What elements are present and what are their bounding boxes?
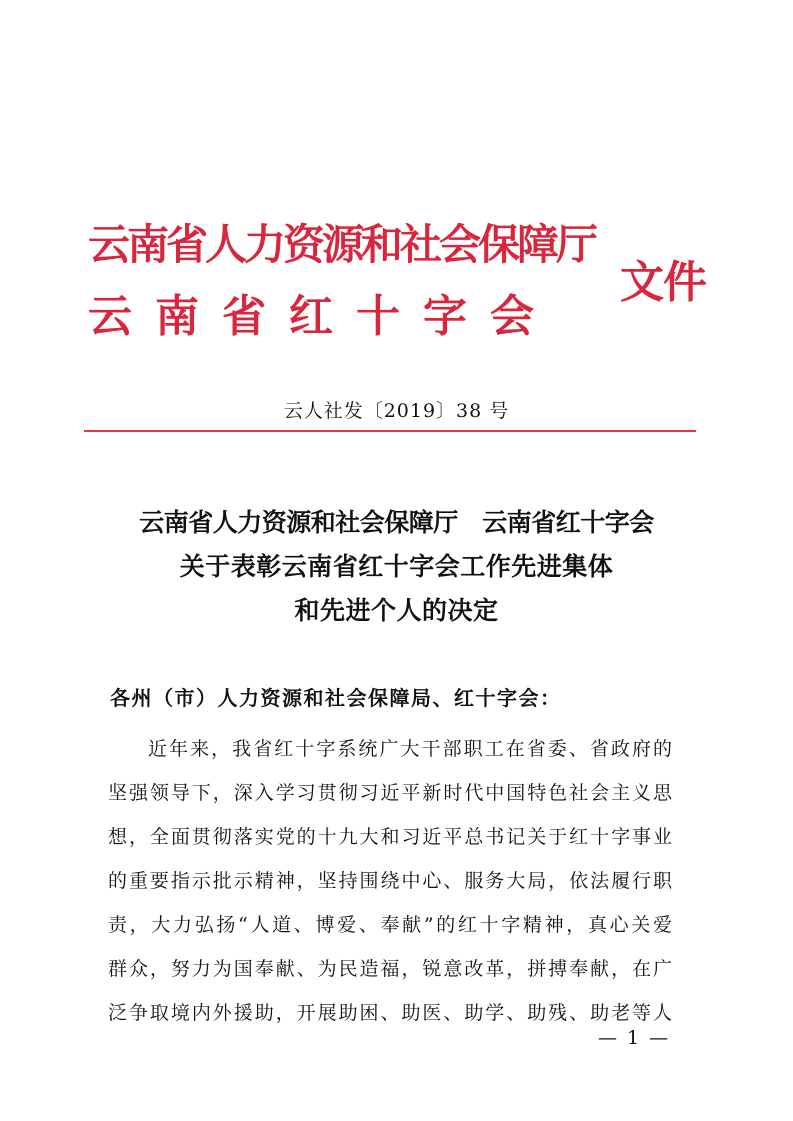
body-line-1: 近年来，我省红十字系统广大干部职工在省委、省政府的	[148, 738, 672, 760]
body-line-2: 坚强领导下，深入学习贯彻习近平新时代中国特色社会主义思	[108, 782, 672, 804]
title-line-3: 和先进个人的决定	[294, 596, 499, 625]
page-number: — 1 —	[598, 1027, 671, 1049]
doc-type-label: 文件	[620, 257, 706, 308]
issuer-2-header: 云南省红十字会	[88, 291, 557, 342]
body-line-5: 责，大力弘扬“人道、博爱、奉献”的红十字精神，真心关爱	[108, 914, 672, 936]
title-line-2: 关于表彰云南省红十字会工作先进集体	[179, 552, 614, 581]
document-number: 云人社发〔2019〕38 号	[283, 400, 510, 422]
red-separator-rule	[84, 430, 696, 432]
body-line-3: 想，全面贯彻落实党的十九大和习近平总书记关于红十字事业	[108, 826, 672, 848]
body-line-7: 泛争取境内外援助，开展助困、助医、助学、助残、助老等人	[108, 1002, 672, 1024]
issuer-1-header: 云南省人力资源和社会保障厅	[88, 220, 596, 269]
salutation: 各州（市）人力资源和社会保障局、红十字会：	[110, 686, 562, 710]
body-line-6: 群众，努力为国奉献、为民造福，锐意改革，拼搏奉献，在广	[108, 958, 672, 980]
body-line-4: 的重要指示批示精神，坚持围绕中心、服务大局，依法履行职	[108, 870, 672, 892]
title-line-1: 云南省人力资源和社会保障厅 云南省红十字会	[139, 508, 654, 537]
